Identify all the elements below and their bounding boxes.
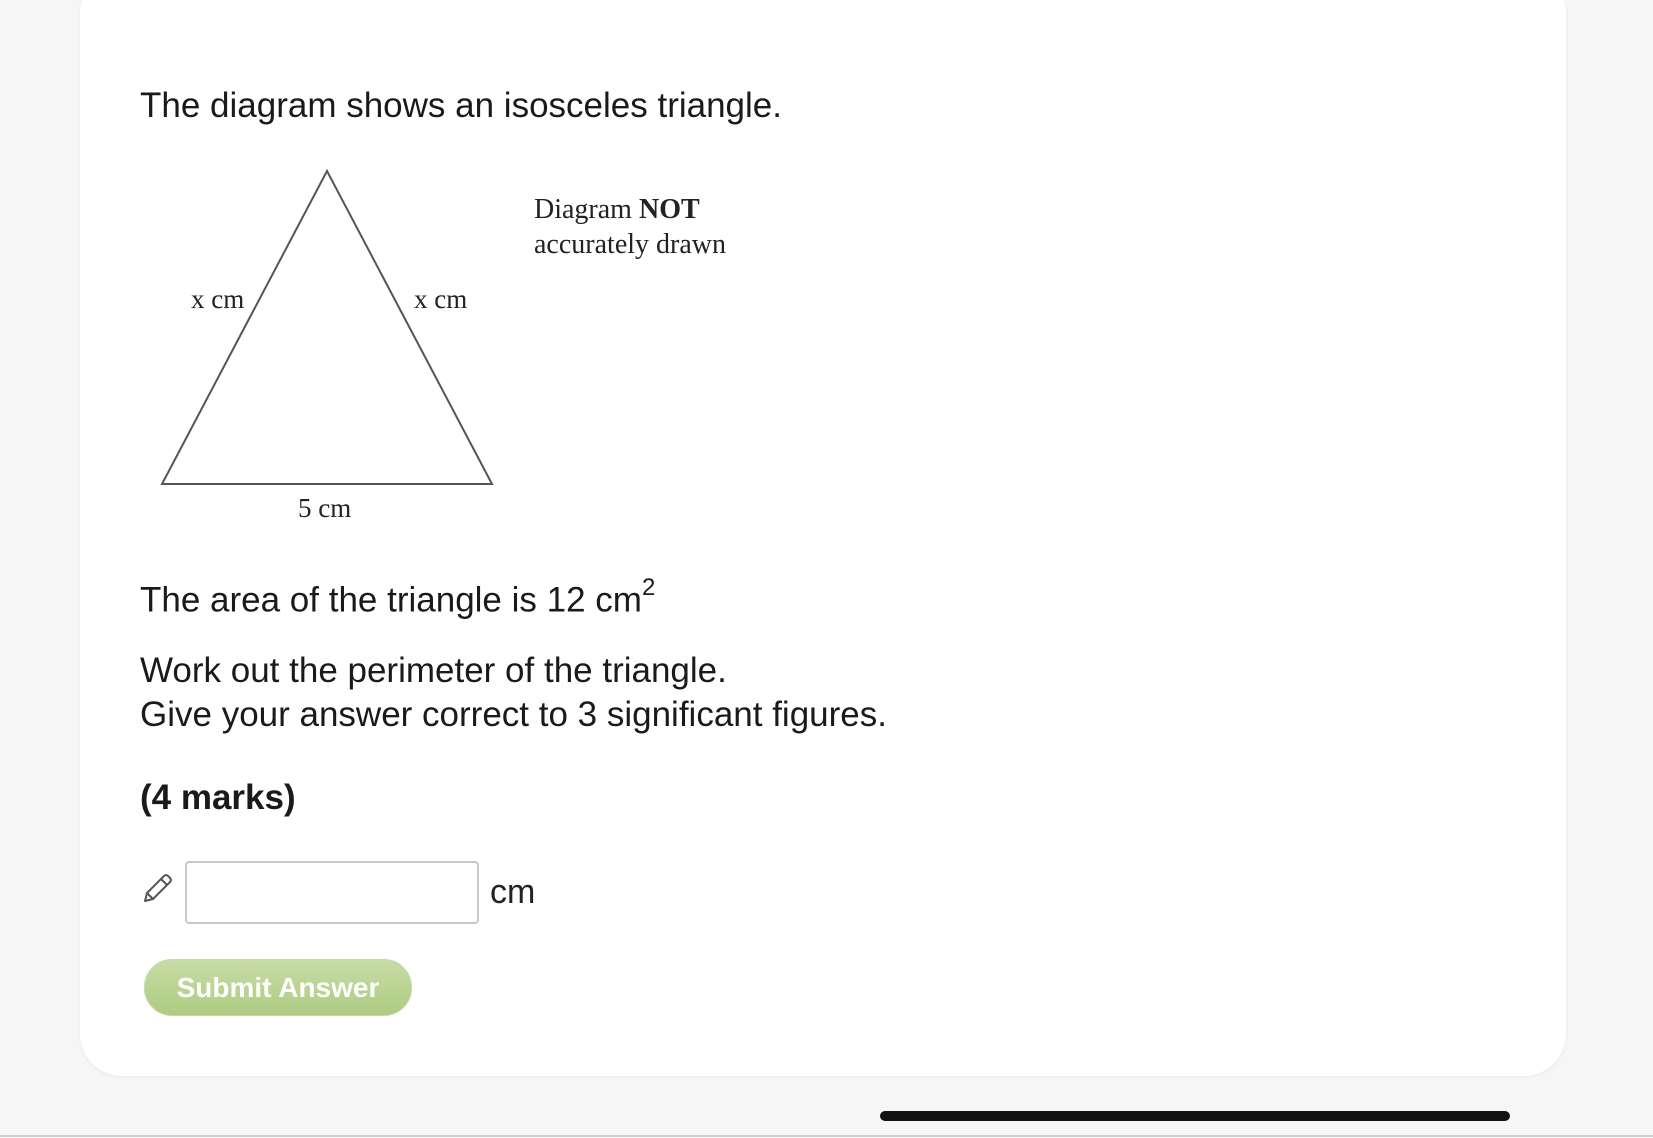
area-text: The area of the triangle is 12 cm [140,580,642,620]
instruction-perimeter: Work out the perimeter of the triangle. [140,651,727,690]
bottom-divider [0,1135,1653,1137]
triangle-shape [162,171,492,484]
question-intro: The diagram shows an isosceles triangle. [140,86,782,125]
base-label: 5 cm [298,493,352,523]
diagram-note-text: Diagram [534,194,639,225]
home-indicator[interactable] [880,1111,1510,1121]
area-statement [140,570,655,623]
diagram-note-line1 [534,192,726,227]
diagram-note-line2: accurately drawn [534,229,726,260]
diagram-note [534,192,726,262]
submit-answer-button[interactable]: Submit Answer [144,959,412,1016]
instruction-sig-figs: Give your answer correct to 3 significant figures. [140,695,887,734]
diagram-note-emphasis: NOT [638,194,700,225]
triangle-diagram [140,160,500,530]
area-exponent: 2 [641,574,656,601]
marks-label: (4 marks) [140,778,296,817]
right-side-label: x cm [414,284,468,314]
answer-input[interactable] [185,861,479,924]
left-side-label: x cm [191,284,245,314]
answer-unit: cm [490,873,536,911]
pencil-icon [140,872,174,906]
